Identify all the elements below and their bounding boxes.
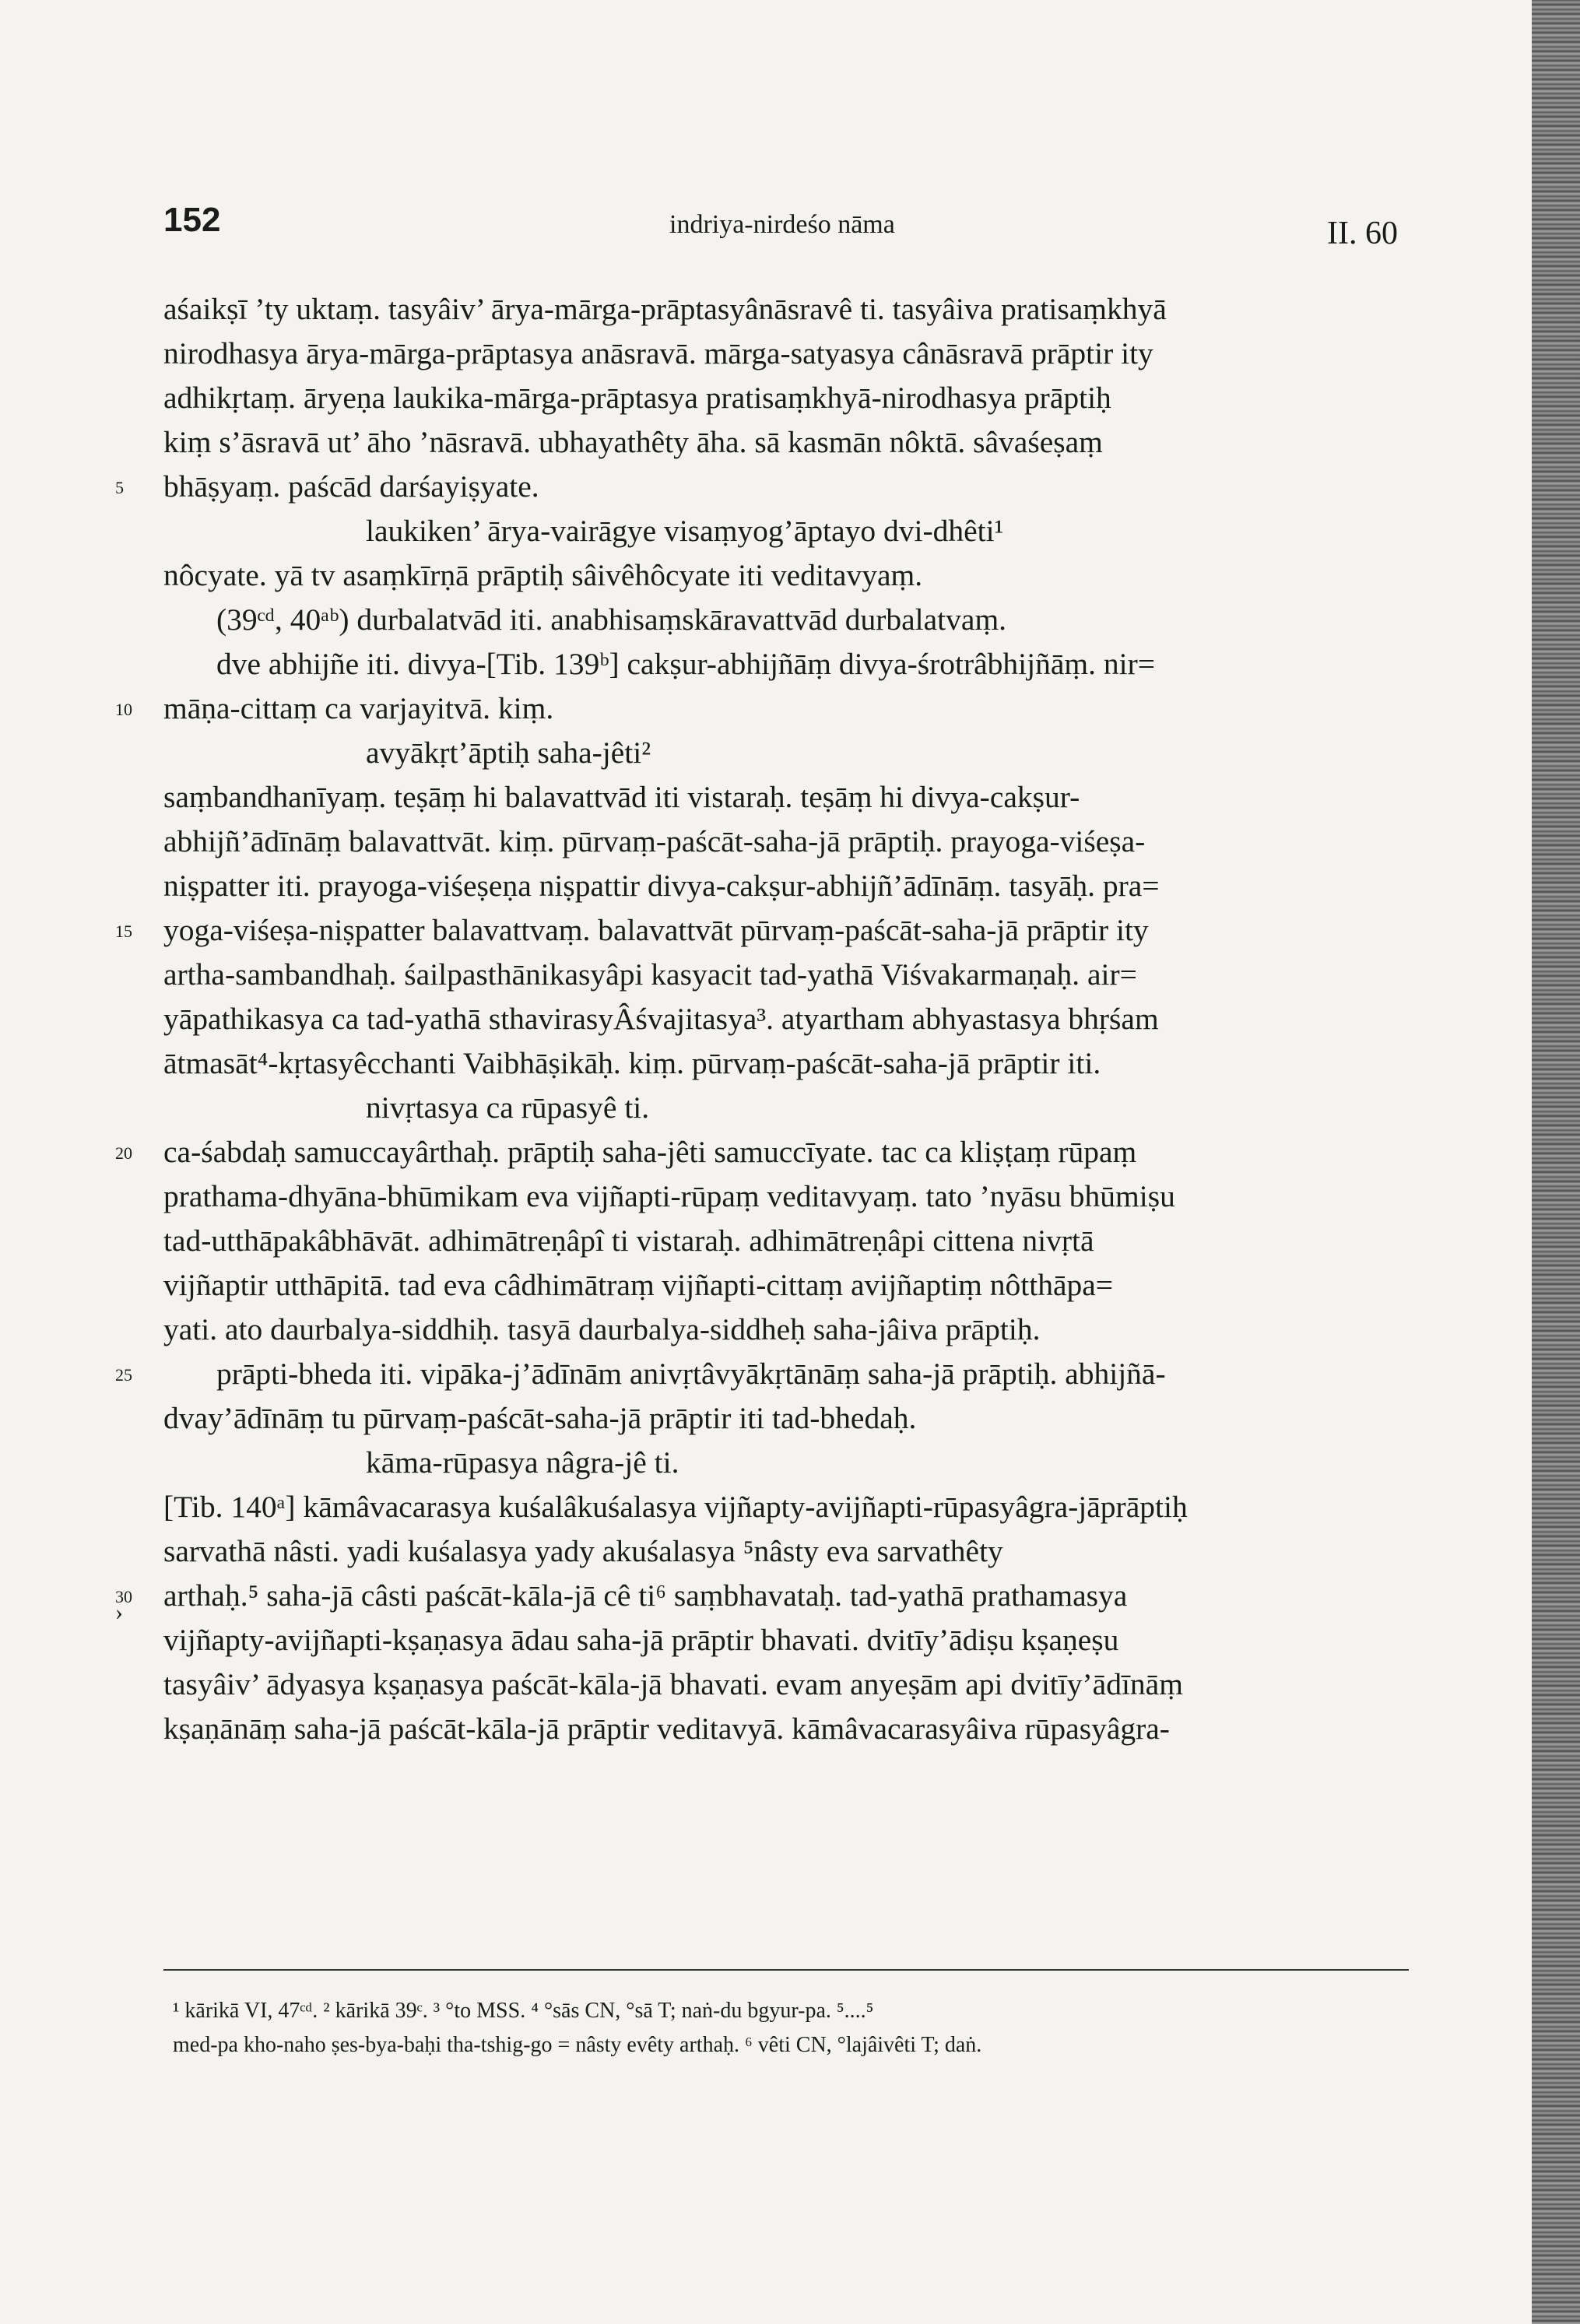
text-line: prāpti-bheda iti. vipāka-j’ādīnām anivṛtâvyākṛtānāṃ saha-jā prāptiḥ. abhijñā-: [216, 1357, 1166, 1391]
text-line: nôcyate. yā tv asaṃkīrṇā prāptiḥ sâivêhôcyate iti veditavyaṃ.: [163, 558, 923, 592]
footnote-rule: [163, 1969, 1409, 1971]
text-line: ca-śabdaḥ samuccayârthaḥ. prāptiḥ saha-jêti samuccīyate. tac ca kliṣṭaṃ rūpaṃ: [163, 1135, 1137, 1169]
text-line: vijñaptir utthāpitā. tad eva câdhimātraṃ vijñapti-cittaṃ avijñaptiṃ nôtthāpa=: [163, 1268, 1114, 1302]
text-line: ātmasāt⁴-kṛtasyêcchanti Vaibhāṣikāḥ. kiṃ. pūrvaṃ-paścāt-saha-jā prāptir iti.: [163, 1046, 1101, 1080]
text-line: yāpathikasya ca tad-yathā sthavirasyÂśvajitasya³. atyartham abhyastasya bhṛśam: [163, 1002, 1159, 1036]
text-line: artha-sambandhaḥ. śailpasthānikasyâpi kasyacit tad-yathā Viśvakarmaṇaḥ. air=: [163, 957, 1137, 992]
text-line: saṃbandhanīyaṃ. teṣāṃ hi balavattvād iti vistaraḥ. teṣāṃ hi divya-cakṣur-: [163, 780, 1080, 814]
text-line: aśaikṣī ’ty uktaṃ. tasyâiv’ ārya-mārga-prāptasyânāsravê ti. tasyâiva pratisaṃkhyā: [163, 292, 1167, 326]
text-line: dve abhijñe iti. divya-[Tib. 139ᵇ] cakṣur-abhijñāṃ divya-śrotrâbhijñāṃ. nir=: [216, 647, 1156, 681]
text-line: arthaḥ.⁵ saha-jā câsti paścāt-kāla-jā cê ti⁶ saṃbhavataḥ. tad-yathā prathamasya: [163, 1578, 1128, 1613]
text-line: kiṃ s’āsravā ut’ āho ’nāsravā. ubhayathêty āha. sā kasmān nôktā. sâvaśeṣaṃ: [163, 425, 1103, 459]
text-line: abhijñ’ādīnāṃ balavattvāt. kiṃ. pūrvaṃ-paścāt-saha-jā prāptiḥ. prayoga-viśeṣa-: [163, 824, 1146, 858]
text-line: tad-utthāpakâbhāvāt. adhimātreṇâpî ti vistaraḥ. adhimātreṇâpi cittena nivṛtā: [163, 1223, 1094, 1258]
line-number: 5: [115, 478, 124, 497]
verse-line: avyākṛt’āptiḥ saha-jêti²: [366, 735, 651, 770]
text-line: yoga-viśeṣa-niṣpatter balavattvaṃ. balavattvāt pūrvaṃ-paścāt-saha-jā prāptir ity: [163, 913, 1149, 947]
text-line: niṣpatter iti. prayoga-viśeṣeṇa niṣpattir divya-cakṣur-abhijñ’ādīnāṃ. tasyāḥ. pra=: [163, 869, 1160, 903]
verse-line: kāma-rūpasya nâgra-jê ti.: [366, 1445, 679, 1480]
text-line: nirodhasya ārya-mārga-prāptasya anāsravā. mārga-satyasya cânāsravā prāptir ity: [163, 336, 1153, 370]
line-number: 15: [115, 922, 132, 941]
footnote-line: med-pa kho-naho ṣes-bya-baḥi tha-tshig-go = nâsty evêty arthaḥ. ⁶ vêti CN, °lajâivêti T; daṅ.: [173, 2033, 982, 2057]
footnote-line: ¹ kārikā VI, 47ᶜᵈ. ² kārikā 39ᶜ. ³ °to MSS. ⁴ °sās CN, °sā T; naṅ-du bgyur-pa. ⁵....⁵: [173, 1999, 874, 2023]
text-line: dvay’ādīnāṃ tu pūrvaṃ-paścāt-saha-jā prāptir iti tad-bhedaḥ.: [163, 1401, 917, 1435]
text-line: vijñapty-avijñapti-kṣaṇasya ādau saha-jā prāptir bhavati. dvitīy’ādiṣu kṣaṇeṣu: [163, 1623, 1119, 1657]
text-line: prathama-dhyāna-bhūmikam eva vijñapti-rūpaṃ veditavyaṃ. tato ’nyāsu bhūmiṣu: [163, 1179, 1175, 1213]
text-line: bhāṣyaṃ. paścād darśayiṣyate.: [163, 469, 539, 504]
line-number: 20: [115, 1143, 132, 1163]
text-line: adhikṛtaṃ. āryeṇa laukika-mārga-prāptasya pratisaṃkhyā-nirodhasya prāptiḥ: [163, 381, 1111, 415]
text-line: yati. ato daurbalya-siddhiḥ. tasyā daurbalya-siddheḥ saha-jâiva prāptiḥ.: [163, 1312, 1041, 1346]
page-number: 152: [163, 201, 221, 239]
verse-line: nivṛtasya ca rūpasyê ti.: [366, 1090, 650, 1125]
section-reference: II. 60: [1327, 216, 1398, 251]
text-line: (39ᶜᵈ, 40ᵃᵇ) durbalatvād iti. anabhisaṃskāravattvād durbalatvaṃ.: [216, 602, 1007, 637]
text-line: [Tib. 140ᵃ] kāmâvacarasya kuśalâkuśalasya vijñapty-avijñapti-rūpasyâgra-jāprāptiḥ: [163, 1490, 1188, 1524]
line-number: 10: [115, 700, 132, 719]
running-title: indriya-nirdeśo nāma: [669, 210, 895, 239]
text-line: sarvathā nâsti. yadi kuśalasya yady akuśalasya ⁵nâsty eva sarvathêty: [163, 1534, 1003, 1568]
line-number: 30: [115, 1587, 132, 1606]
line-number: 25: [115, 1365, 132, 1385]
verse-line: laukiken’ ārya-vairāgye visaṃyog’āptayo dvi-dhêti¹: [366, 514, 1004, 548]
page-binding-edge: [1532, 0, 1580, 2324]
margin-pencil-mark: ›: [115, 1599, 123, 1625]
text-line: kṣaṇānāṃ saha-jā paścāt-kāla-jā prāptir veditavyā. kāmâvacarasyâiva rūpasyâgra-: [163, 1711, 1170, 1746]
text-line: tasyâiv’ ādyasya kṣaṇasya paścāt-kāla-jā bhavati. evam anyeṣām api dvitīy’ādīnāṃ: [163, 1667, 1183, 1701]
text-line: māṇa-cittaṃ ca varjayitvā. kiṃ.: [163, 691, 554, 725]
